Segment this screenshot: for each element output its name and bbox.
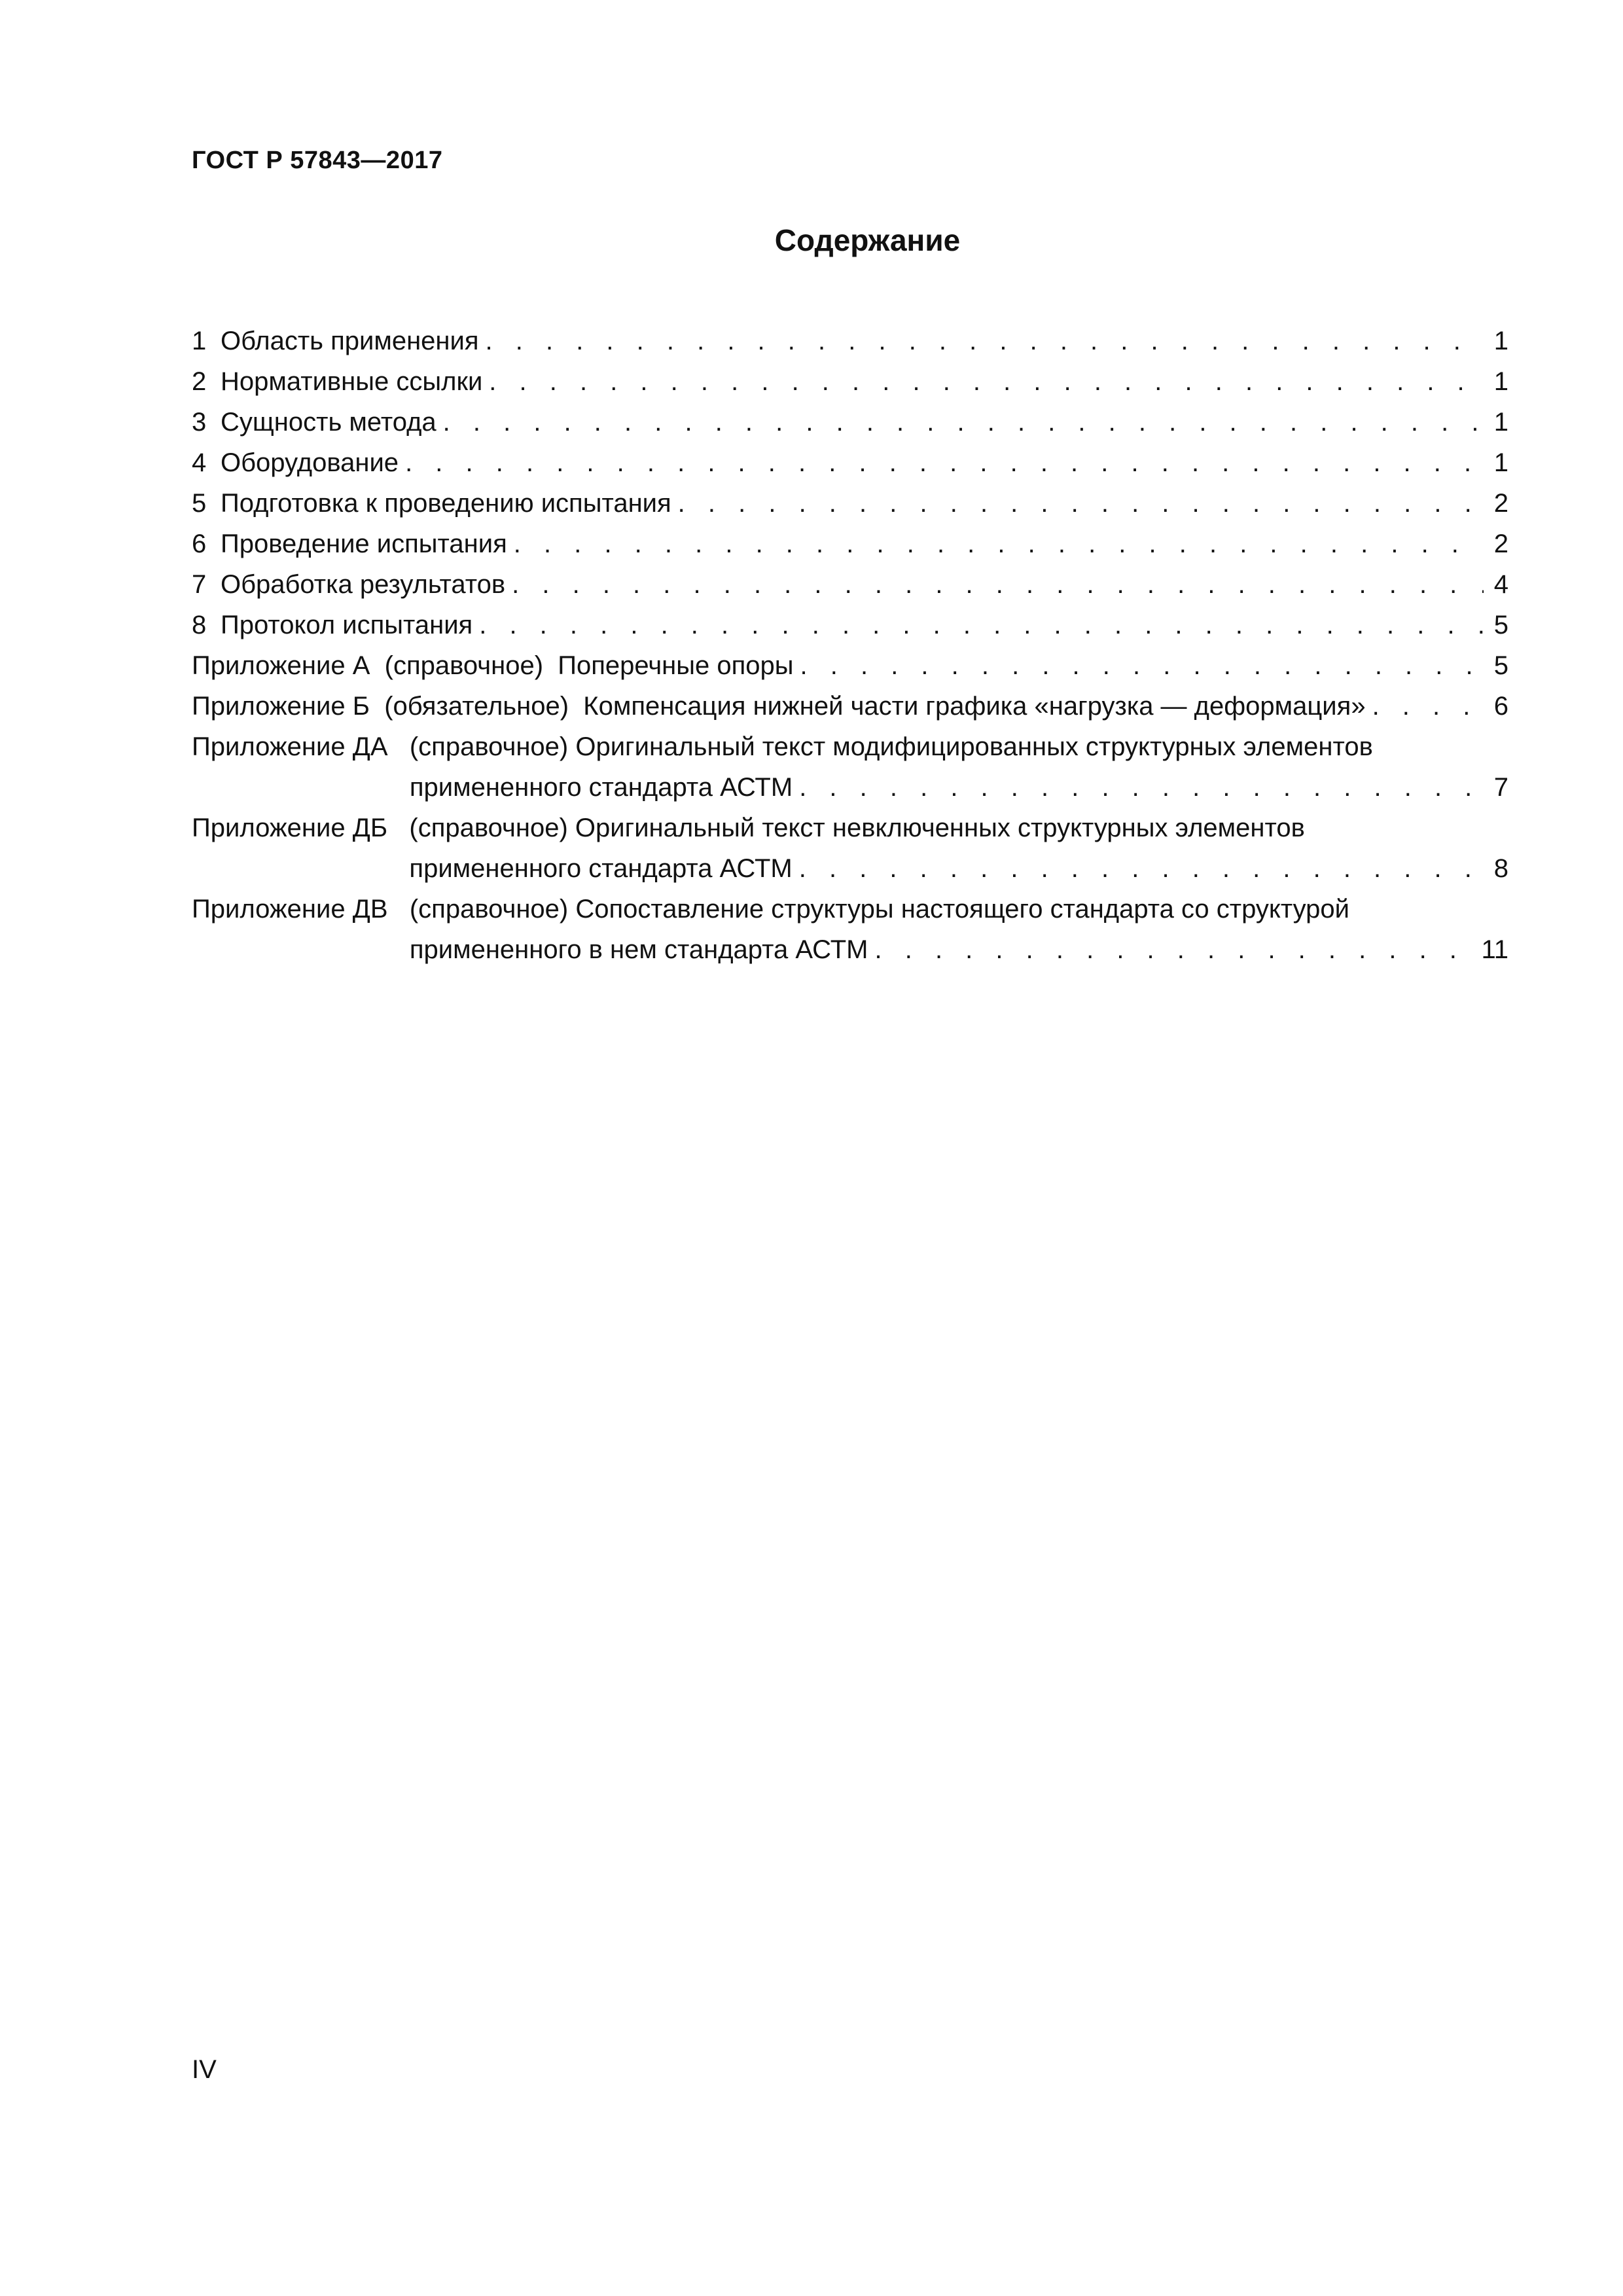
toc-item-page: 4 [1493,570,1508,599]
toc-item-title: Подготовка к проведению испытания [221,489,671,518]
toc-item[interactable] [192,402,1508,442]
toc-item-page: 5 [1493,651,1508,680]
dot-leader [443,402,1484,442]
appendix-title: (справочное) Оригинальный текст невключенных структурных элементов [409,814,1305,842]
toc-item-page: 1 [1493,367,1508,396]
toc-item[interactable] [192,483,1508,524]
toc-appendix-item[interactable] [192,645,1508,686]
toc-item-page: 7 [1493,773,1508,802]
toc-item-number: 2 [192,367,207,396]
appendix-title: Компенсация нижней части графика «нагрузка — деформация» [583,692,1366,721]
dot-leader [1372,686,1484,726]
toc-appendix-item[interactable] [192,808,1508,889]
toc-appendix-item[interactable] [192,726,1508,808]
dot-leader [799,767,1484,808]
appendix-title: (справочное) Сопоставление структуры настоящего стандарта со структурой [409,895,1350,924]
toc-item[interactable] [192,442,1508,483]
toc-item-page: 1 [1493,327,1508,355]
appendix-prefix: Приложение ДА [192,732,410,761]
dot-leader [479,605,1484,645]
appendix-title-continuation: примененного стандарта АСТМ [409,854,793,883]
toc-item-title: Нормативные ссылки [221,367,483,396]
appendix-prefix: Приложение ДБ [192,814,410,842]
toc-item[interactable] [192,321,1508,361]
dot-leader [514,524,1484,564]
toc-item-number: 1 [192,327,207,355]
dot-leader [875,929,1476,970]
toc-item[interactable] [192,564,1508,605]
toc-item-number: 5 [192,489,207,518]
toc-item[interactable] [192,524,1508,564]
toc-item-page: 5 [1493,611,1508,639]
dot-leader [512,564,1484,605]
toc-item-page: 11 [1481,935,1508,964]
toc-item-title: Оборудование [221,448,399,477]
toc-item-page: 1 [1493,408,1508,437]
dot-leader [405,442,1484,483]
toc-item-number: 8 [192,611,207,639]
toc-item-title: Область применения [221,327,479,355]
toc-item-number: 3 [192,408,207,437]
appendix-title-continuation: примененного стандарта АСТМ [409,773,793,802]
appendix-prefix: Приложение Б (обязательное) [192,692,584,721]
page-title: Содержание [774,223,961,257]
toc-appendix-item[interactable] [192,889,1508,970]
appendix-prefix: Приложение А (справочное) [192,651,558,680]
toc-item-number: 4 [192,448,207,477]
dot-leader [486,321,1484,361]
page-number: IV [192,2055,217,2084]
toc-item-title: Протокол испытания [221,611,473,639]
toc-item-page: 1 [1493,448,1508,477]
toc-item-number: 7 [192,570,207,599]
dot-leader [489,361,1484,402]
toc-item-page: 2 [1493,489,1508,518]
toc-item-number: 6 [192,529,207,558]
dot-leader [799,848,1484,889]
appendix-title: (справочное) Оригинальный текст модифицированных структурных элементов [409,732,1373,761]
dot-leader [800,645,1484,686]
appendix-title-continuation: примененного в нем стандарта АСТМ [409,935,868,964]
appendix-title: Поперечные опоры [558,651,794,680]
toc-item-page: 2 [1493,529,1508,558]
toc-item-title: Сущность метода [221,408,437,437]
appendix-prefix: Приложение ДВ [192,895,410,924]
toc-item-page: 8 [1493,854,1508,883]
document-code: ГОСТ Р 57843—2017 [192,147,443,174]
toc-item-title: Обработка результатов [221,570,506,599]
toc-item-title: Проведение испытания [221,529,507,558]
toc-item[interactable] [192,605,1508,645]
dot-leader [678,483,1484,524]
toc-item-page: 6 [1493,692,1508,721]
table-of-contents [192,321,1508,970]
toc-item[interactable] [192,361,1508,402]
toc-appendix-item[interactable] [192,686,1508,726]
